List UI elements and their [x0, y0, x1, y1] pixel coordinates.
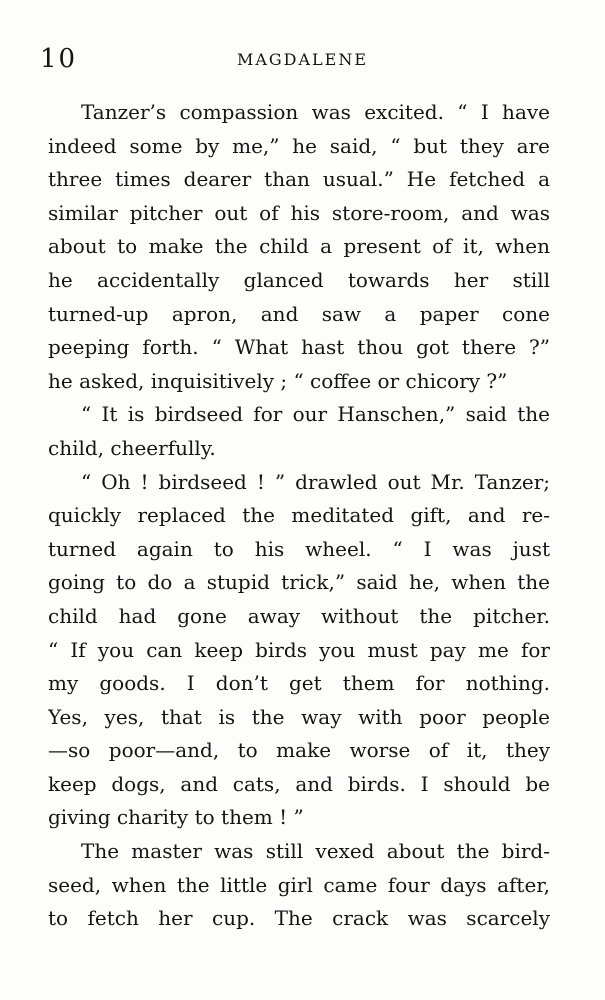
- body-text: [48, 96, 550, 936]
- text-line: three times dearer than usual.” He fetched a: [48, 167, 550, 192]
- text-line: child had gone away without the pitcher.: [48, 603, 550, 628]
- page-number: 10: [40, 44, 78, 74]
- text-line: child, cheerfully.: [48, 435, 216, 460]
- text-line: Yes, yes, that is the way with poor people: [48, 704, 550, 729]
- text-line: Tanzer’s compassion was excited. “ I have: [81, 100, 550, 124]
- text-line: indeed some by me,” he said, “ but they are: [48, 133, 550, 158]
- text-line: giving charity to them ! ”: [48, 805, 304, 830]
- text-line: —so poor—and, to make worse of it, they: [48, 738, 550, 763]
- text-line: he asked, inquisitively ; “ coffee or chicory ?”: [48, 368, 508, 393]
- text-line: keep dogs, and cats, and birds. I should be: [48, 771, 550, 796]
- text-line: turned-up apron, and saw a paper cone: [48, 301, 550, 326]
- text-line: about to make the child a present of it, when: [48, 234, 550, 259]
- text-line: to fetch her cup. The crack was scarcely: [48, 906, 550, 931]
- text-line: similar pitcher out of his store-room, and was: [48, 200, 550, 225]
- text-line: he accidentally glanced towards her still: [48, 267, 550, 292]
- text-line: “ It is birdseed for our Hanschen,” said the: [81, 402, 550, 427]
- text-line: my goods. I don’t get them for nothing.: [48, 671, 550, 696]
- text-line: quickly replaced the meditated gift, and re-: [48, 503, 550, 528]
- text-line: peeping forth. “ What hast thou got there ?”: [48, 335, 550, 360]
- text-line: turned again to his wheel. “ I was just: [48, 536, 550, 561]
- text-line: The master was still vexed about the bird-: [81, 839, 550, 864]
- text-line: “ If you can keep birds you must pay me for: [48, 637, 550, 662]
- text-line: seed, when the little girl came four days after,: [48, 872, 550, 897]
- text-line: “ Oh ! birdseed ! ” drawled out Mr. Tanzer;: [81, 469, 550, 494]
- text-line: going to do a stupid trick,” said he, when the: [48, 570, 550, 595]
- running-head: MAGDALENE: [236, 50, 369, 69]
